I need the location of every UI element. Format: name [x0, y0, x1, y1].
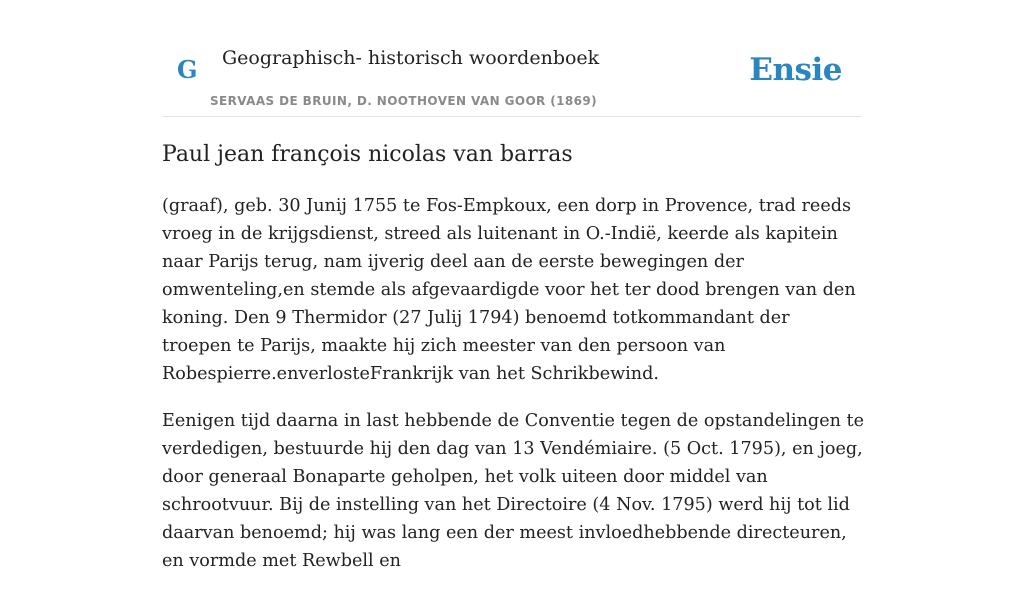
site-header — [162, 0, 862, 117]
entry-content — [162, 192, 864, 594]
entry-paragraph: (graaf), geb. 30 Junij 1755 te Fos-Empkoux, een dorp in Provence, trad reeds vroeg in de krijgsdienst, streed als luitenant in O.-Indië, keerde als kapitein naar Parijs terug, nam ijverig deel aan de eerste bewegingen der omwenteling,en stemde als afgevaardigde voor het ter dood brengen van den koning. Den 9 Thermidor (27 Julij 1794) benoemd totkommandant der troepen te Parijs, maakte hij zich meester van den persoon van Robespierre.enverlosteFrankrijk van het Schrikbewind. — [162, 196, 856, 384]
book-authors: SERVAAS DE BRUIN, D. NOOTHOVEN VAN GOOR (1869) — [210, 94, 598, 108]
entry-title: Paul jean françois nicolas van barras — [162, 142, 573, 167]
brand-logo-link[interactable]: Ensie — [749, 52, 842, 88]
entry-paragraph: Eenigen tijd daarna in last hebbende de Conventie tegen de opstandelingen te verdedigen, bestuurde hij den dag van 13 Vendémiaire. (5 Oct. 1795), en joeg, door generaal Bonaparte geholpen, het volk uiteen door middel van schrootvuur. Bij de instelling van het Directoire (4 Nov. 1795) werd hij tot lid daarvan benoemd; hij was lang een der meest invloedhebbende directeuren, en vormde met Rewbell en — [162, 411, 865, 571]
book-logo-icon[interactable]: G — [177, 55, 198, 84]
book-title-link[interactable]: Geographisch- historisch woordenboek — [222, 47, 600, 69]
